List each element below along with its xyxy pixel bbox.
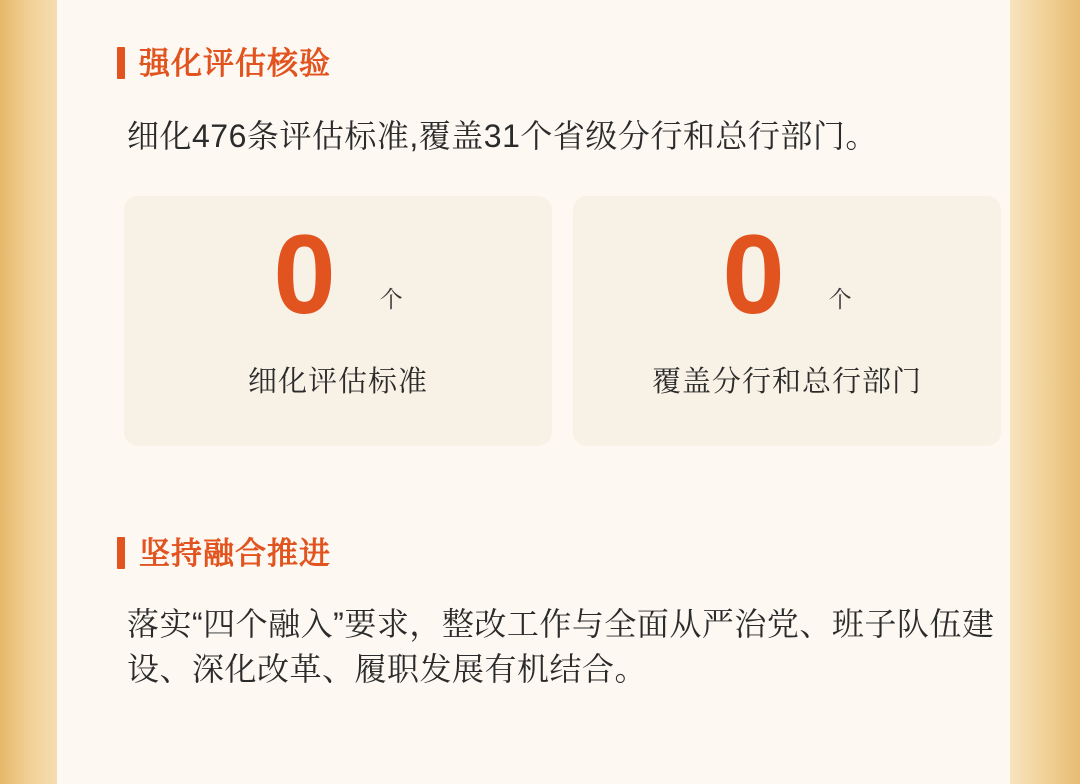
stat-card-group [124,196,1001,446]
stat-value-row [573,212,1001,337]
content-wrapper [77,0,995,784]
section-heading-2 [117,537,331,569]
stat-value: 0 [722,212,785,337]
accent-bar-icon [117,537,125,569]
stat-card [573,196,1001,446]
stat-label: 覆盖分行和总行部门 [651,366,922,398]
section-paragraph-1: 细化476条评估标准,覆盖31个省级分行和总行部门。 [127,118,878,154]
accent-bar-icon [117,47,125,79]
stat-label: 细化评估标准 [247,366,428,398]
content-card [57,0,1010,784]
section-title-text-2: 坚持融合推进 [139,535,331,571]
section-title-text-1: 强化评估核验 [139,45,331,81]
stat-card [124,196,552,446]
stat-value: 0 [273,212,336,337]
stat-unit: 个 [828,286,852,313]
section-paragraph-2: 落实“四个融入”要求，整改工作与全面从严治党、班子队伍建设、深化改革、履职发展有机结合。 [127,606,995,688]
stat-value-row [124,212,552,337]
stat-unit: 个 [379,286,403,313]
decorative-left-border [0,0,60,784]
section-heading-1 [117,47,331,79]
